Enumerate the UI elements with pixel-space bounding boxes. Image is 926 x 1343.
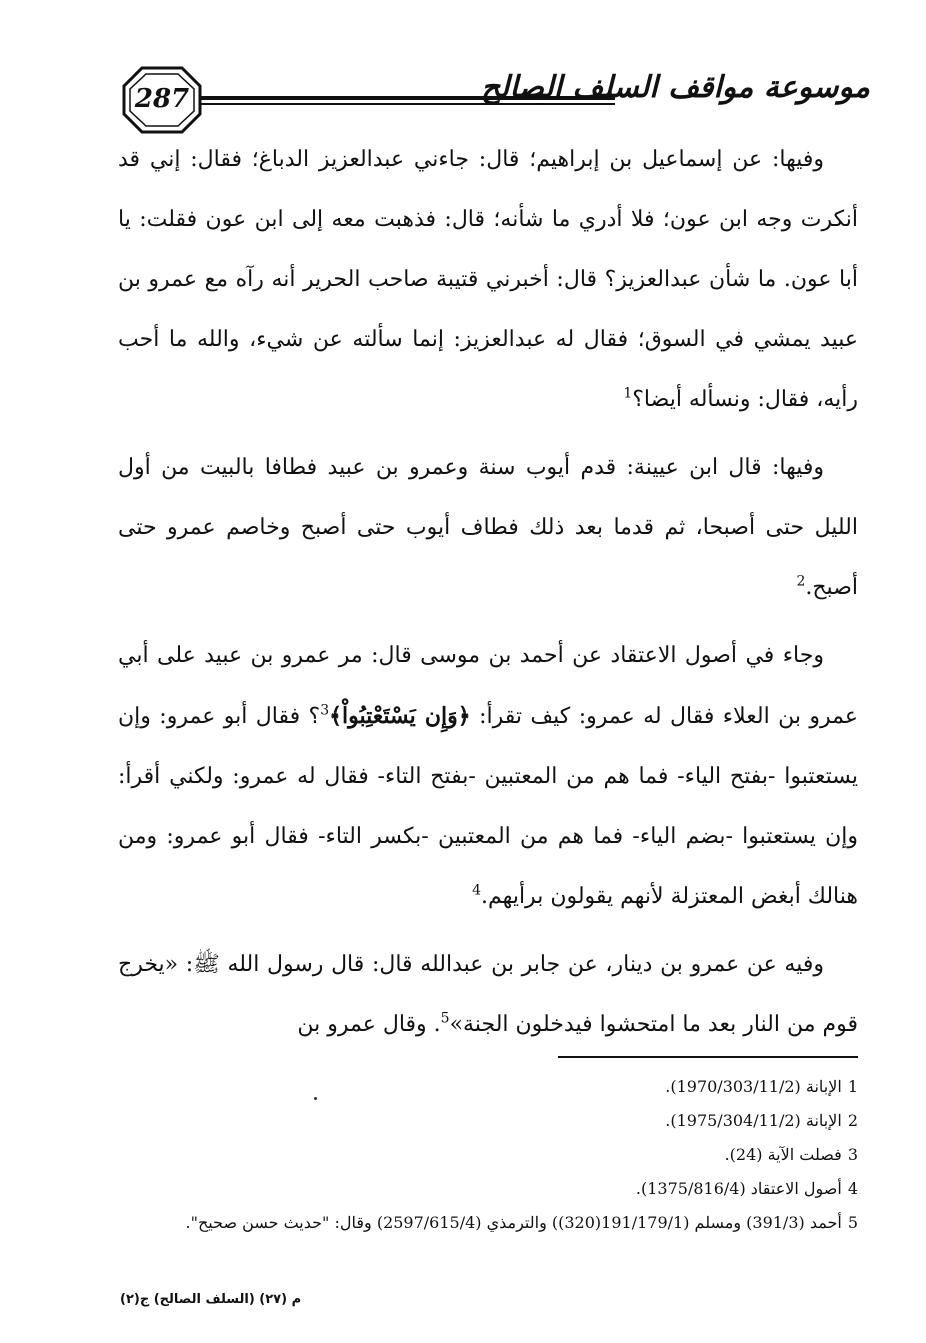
paragraph-1: وفيها: عن إسماعيل بن إبراهيم؛ قال: جاءني عبدالعزيز الدباغ؛ فقال: إني قد أنكرت وجه ابن عون؛ فلا أدري ما شأنه؛ قال: فذهبت معه إلى ابن عون فقلت: يا أبا عون. ما شأن عبدالعزيز؟ قال: أخبرني قتيبة صاحب الحرير أنه رآه مع عمرو بن عبيد يمشي في السوق؛ فقال له عبدالعزيز: إنما سألته عن شيء، والله ما أحب رأيه، فقال: ونسأله أيضا؟$^1$	[118, 147, 858, 412]
series-title: موسوعة مواقف السلف الصالح	[480, 70, 870, 105]
paragraph-4: وفيه عن عمرو بن دينار، عن جابر بن عبدالله قال: قال رسول الله ﷺ: «يخرج قوم من النار بعد ما امتحشوا فيدخلون الجنة»$^5$. وقال عمرو بن	[118, 952, 858, 1037]
footnote-separator	[558, 1056, 858, 1058]
footnote-2: 2الإبانة (1975/304/11/2).	[665, 1111, 858, 1130]
footnote-ref-2[interactable]: 2	[796, 573, 806, 590]
page-number-badge	[120, 64, 204, 136]
quran-verse: ﴿وَإِن يَسْتَعْتِبُواْ﴾	[329, 703, 471, 729]
footnote-5: 5أحمد (391/3) ومسلم (191/179/1(320)) والترمذي (2597/615/4) وقال: "حديث حسن صحيح".	[185, 1213, 858, 1232]
printer-signature: م (٢٧) (السلف الصالح) ج(٢)	[120, 1292, 302, 1307]
main-text	[118, 130, 858, 1063]
page-number: 287	[134, 84, 190, 114]
page-header	[110, 58, 870, 138]
footnote-ref-1[interactable]: 1	[623, 385, 633, 402]
paragraph-2: وفيها: قال ابن عيينة: قدم أيوب سنة وعمرو بن عبيد فطافا بالبيت من أول الليل حتى أصبحا، ثم قدما بعد ذلك فطاف أيوب حتى أصبح وخاصم عمرو حتى أصبح.$^2$	[118, 455, 858, 600]
paragraph-3: وجاء في أصول الاعتقاد عن أحمد بن موسى قال: مر عمرو بن عبيد على أبي عمرو بن العلاء فقال له عمرو: كيف تقرأ: ﴿وَإِن يَسْتَعْتِبُواْ﴾$^3$؟ فقال أبو عمرو: وإن يستعتبوا -بفتح الياء- فما هم من المعتبين -بفتح التاء- فقال له عمرو: ولكني أقرأ: وإن يستعتبوا -بضم الياء- فما هم من المعتبين -بكسر التاء- فقال أبو عمرو: ومن هنالك أبغض المعتزلة لأنهم يقولون برأيهم.$^4$	[118, 643, 859, 909]
footnote-ref-3[interactable]: 3	[320, 702, 330, 719]
footnote-3: 3فصلت الآية (24).	[724, 1145, 858, 1164]
footnote-4: 4أصول الاعتقاد (1375/816/4).	[635, 1179, 858, 1198]
footnote-ref-4[interactable]: 4	[472, 882, 482, 899]
footnotes	[118, 1070, 858, 1240]
footnote-1: 1الإبانة (1970/303/11/2).	[665, 1077, 858, 1096]
footnote-ref-5[interactable]: 5	[440, 1010, 450, 1027]
